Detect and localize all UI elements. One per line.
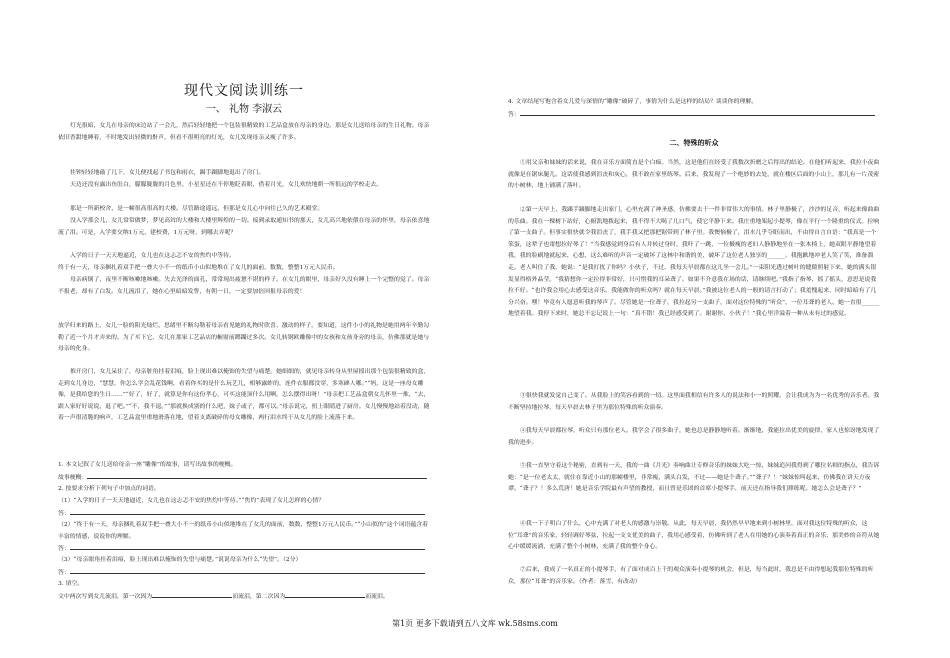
answer-label: 故事梗概： [58, 472, 430, 485]
question-1: 1. 本文记叙了女儿送给母亲一座“雕像”的故事，请写出故事的梗概。 [58, 462, 237, 468]
fill-blank-1[interactable] [152, 591, 232, 598]
answer-input[interactable] [520, 109, 875, 116]
question-2-3: （3）“母亲眼角挂着泪痕，脸上现出难以掩饰的失望与痛楚。”说说母亲为什么“失望”。（2分） [58, 557, 302, 563]
paragraph: ②第一天早上，我蹑手蹑脚地走出家门，心里充满了神圣感，仿佛要去干一件非常伟大的事情。林子里静极了，沙沙的足音，听起来像曲曲的乐曲。我在一棵树下站好，心俯凯地拨起来，我不得不大喝了几口气，使它平静下来。我庄重地架起小提琴，像在平行一个隆重的仪式。拉响了第一支曲子。但事实很快就令我沮丧了，我手我又把那把锯带到了林子里。我懊恼极了，泪水几乎夺眶而出，不由得自言自语：“我真是一个笨蛋，这辈子也甭想拉好琴了！”当我感觉到身后有人并转过身时，我吓了一跳，一位极瘦的老妇人静静地坐在一张木椅上，她双眼平静地望着我，我的脸刷地就起来，心想，这么难听的声音一定破坏了这林中和谐的美，破坏了这位老人独享的______。我抱歉地冲老人笑了笑，准备溜走。老人叫住了我，她说：“是我打扰了你吗？小伙子，不过，我每天早晨都在这儿坐一会儿。”一束阳光透过树叶的缝隙照射下来，她的满头银发显得格外晶莹。“我猜想你一定拉得非常好，只可惜我的耳朵聋了。如果不介意我在场的话，请继续吧。”我指了指琴，摇了摇头，意思是说我拉不好。“也许我会用心去感受这音乐。我能做你的听众吗？就在每天早晨。”我被这位老人的一般的请言打动了；我羞愧起来，同时暗暗有了几分兴奋。嘿！毕竟有人愿意听我的琴声了。尽管她是一位聋子，我拉起另一支曲子，面对这位特殊的“听众”，一位耳聋的老人。她一直很______地望着我。我停下来时，她总不忘记说上一句：“真不错！我已经感受到了。谢谢你，小伙子！”我心里洋溢着一种从未有过的感觉。 [508, 207, 880, 318]
paragraph: ⑥我一下子明白了什么，心中充满了对老人的感激与崇敬。从此，每天早晨，我仍然早早地来到小树林里，面对我这位特殊的听众，这位“耳聋”的音乐家，轻轻调好琴弦，拉起一支支优美的曲子，我用心感受着，仿佛听到了老人在用她的心演奏着真正的音乐，那美妙的音符从她心中缓缓流淌，充满了整个小树林，充满了我的整个身心。 [508, 521, 880, 551]
page-title: 现代文阅读训练一 [184, 83, 304, 99]
answer-input[interactable] [70, 508, 425, 515]
answer-label: 答： [58, 567, 430, 580]
paragraph: 灯光很暗，女儿在母亲的床边站了一会儿，然后轻轻地把一个包装很精致的工艺品盒放在母亲的身边。那是女儿送给母亲的生日礼物。母亲依旧香甜地睡着，不时地发出轻微的鼾声，但看不很明亮的灯光，女儿发现母亲又瘦了许多。 [58, 123, 430, 141]
paragraph: 放学归来的路上，女儿一脸的阳光灿烂，思绪里不断勾勒着母亲看见她的礼物时欣喜、激动的样子。要知道，这件小小的礼物是她用两年辛勤勾勒了近一个月才弄来的。为了买下它，女儿在那家工艺品店的橱窗前踯躅过多次。女儿转钢欧雕像中的女孩和女孩身旁的母亲，仿佛那就是她与母亲的化身。 [58, 323, 430, 353]
answer-label: 答： [58, 543, 430, 556]
answer-input[interactable] [87, 472, 427, 479]
paragraph: 推开房门，女儿呆住了，母亲脏角挂着泪痕，脸上现出难以掩饰的失望与痛楚。她细细的，就见母亲转身从里屋摇出那个包装很精致的盒，走到女儿身边，“慧慧，你怎么学会乱花钱啊，看着你买的是什么玩艺儿，相够露蚱的，连件衣服都没穿，多寒碜人哪。”“妈，这是一座母女雕像，是我给您的生日……”“好了，好了，就算是你有这份孝心，可买这能顶什么用啊，怎么摆得出呀！”母亲把工艺品盒朝女儿怀里一推，“去，跟人家好好说说，退了吧。”“不，我不退。”“那就换成别的什么吧，妹子或子，都可以。”母亲说完，扭上眼睛进了厨房。女儿慢慢地站着没动，随着一声很清脆的响声，工艺品盒里重地滑落在地，望着支离破碎的母女雕像，两行泪水终于从女儿的脸上流落下来。 [58, 369, 430, 422]
answer-label: 答： [58, 508, 430, 521]
question-2-1: （1）“入学的日子一天天地逼近，女儿也在这忐忑不安的焦灼中等待。”“焦灼”表现了女儿怎样的心情？ [58, 498, 325, 504]
paragraph: ④我每天早晨都拉琴，听众只有那位老人。我学会了很多曲子，她也总是静静地听着。渐渐地，我能拉出优美的旋律，家人也惊讶地发现了我的进步。 [508, 428, 880, 446]
paragraph: 入学的日子一天天地逼近，女儿也在这忐忑不安的焦灼中等待。 [70, 253, 235, 259]
paragraph: ①用父亲和妹妹的话来说，我在音乐方面简直是个白痴。当然，这是他们在经受了我数次折磨之后得出的结论。在他们听起来，我拉小夜曲就像是在锯床腿儿。这话使我感到沮丧和灰心，我不敢在家里练琴。后来，我发现了一个绝妙的去处，就在楼区后面的小山上，那儿有一片茂密的小树林，地上铺满了落叶。 [508, 160, 880, 190]
fill-blank-2[interactable] [285, 591, 365, 598]
paragraph: ⑤我一直坚守着这个秘密，直到有一天，我的一曲《月光》奏响曲让专修音乐的妹妹大吃一惊，妹妹追问我得到了哪位名师的指点，我告诉她：“是一位老太太，就住在靠近小山的那幢楼里，非常瘦，满头白发，不过——她是个聋子。”“聋子？！”妹妹惊叫起来，仿佛我在讲天方夜谭。“聋子？！多么荒唐！她是音乐学院最有声望的教授，而且曾是乐团的首席小提琴手，前天还在指导我们排练呢。她怎么会是聋子？” [508, 463, 880, 493]
paragraph: ⑦后来，我成了一名真正的小提琴手，有了面对成百上千的观众演奏小提琴的机会，但是，每当此时，我总是不由得想起我那位特殊的听众，那位“耳聋”的音乐家。（作者：落雪，有改动） [508, 567, 874, 585]
question-2: 2. 按要求分析下列句子中加点的词语。 [58, 486, 160, 492]
question-4: 4. 文章结尾写饱含着女儿爱与深情的“雕像”破碎了，事情为什么是这样的结局？谈谈你的理解。 [508, 99, 758, 105]
answer-input[interactable] [70, 567, 425, 574]
section-heading: 二、特殊的听众 [669, 138, 719, 147]
paragraph: 终于有一天，母亲捆扎着双手把一叠大小不一的纸币小山似地堆在了女儿的面前，数数，整整1万元人民币。 [58, 265, 339, 271]
question-3-fill: 文中两次写到女儿流泪，第一次因为 而流泪，第二次因为 而流泪。 [58, 591, 430, 604]
answer-input[interactable] [70, 543, 425, 550]
paragraph: 天边还没有露出鱼肚白，朦朦胧胧的月色里，小星星还在不停地眨着眼，借着月光，女儿欢快地朝一所很远的学校走去。 [70, 182, 383, 188]
question-3: 3. 填空。 [58, 581, 84, 587]
paragraph: 挂钟轻轻地敲了几下，女儿便找起了书包和雨衣，蹑手蹑脚地退出了房门。 [70, 170, 265, 176]
page-footer: 第1页 更多下载请到五八文库 wk.58sms.com [392, 619, 558, 628]
paragraph: 没入学那会儿，女儿常常做梦，梦见高耸的大楼和大楼里辉煌的一切。接到录取通知书的那天，女儿高兴地依偎在母亲的怀里，母亲依喜地流了泪。可是，入学要交纳1万元，建校费，1万元呀，到哪去弄呢？ [58, 218, 430, 236]
section-subtitle: 一、 礼物 李淑云 [205, 104, 283, 115]
paragraph: 那是一所新校舍，是一幢很高很高的大楼。尽管路途遥远，但那是女儿心中向往已久的艺术殿堂。 [70, 206, 324, 212]
paragraph: 母亲病倒了，夜里不断咳嗽地咳嗽。失去光泽的面孔，常常现出疲惫不堪的样子。在女儿的眼里，母亲好久没有睡上一个完整的觉了。母亲不报老，却有了白发。女儿流泪了，她在心里暗暗发誓，有朝一日，一定要加倍回报母亲的爱！ [58, 277, 430, 295]
paragraph: ③很快我就发觉自己变了。从我脸上的笑容看到的一切。这里面我相信有许多人的说法和小一的照耀，会让我成为为一名优秀的音乐者。我不断坚持地拉琴，每天早晨去林子里为那位特殊的听众演奏。 [508, 393, 880, 411]
answer-label: 答： [508, 109, 880, 122]
question-2-2: （2）“终于有一天，母亲捆扎着双手把一叠大小不一的纸币小山似地堆在了女儿的面前，数数，整整1万元人民币。”“小山似的”这个词语蕴含着丰富的情感，说说你的理解。 [58, 522, 429, 540]
